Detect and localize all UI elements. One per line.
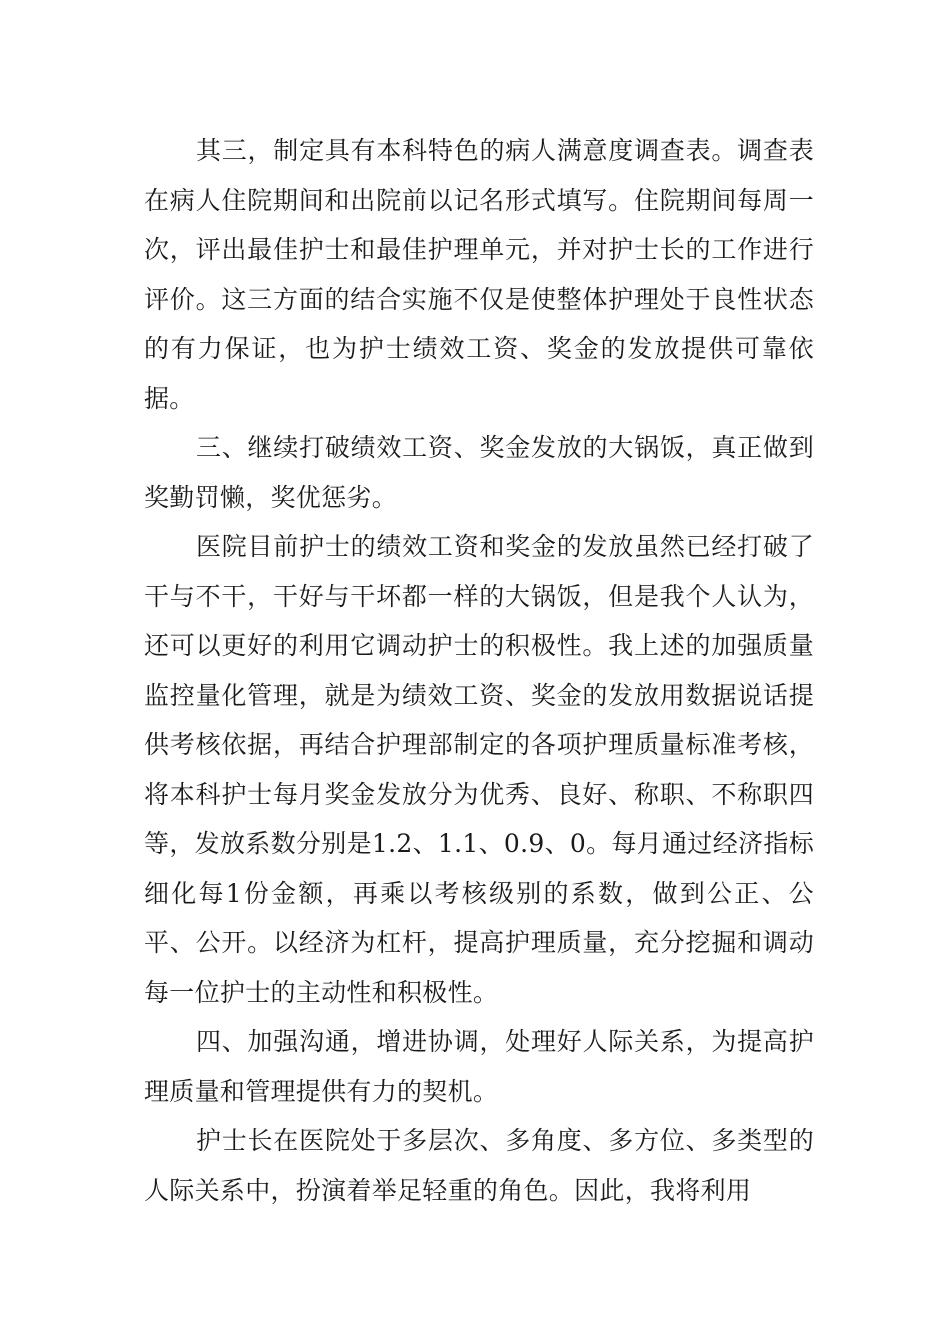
paragraph-heading-three: 三、继续打破绩效工资、奖金发放的大锅饭，真正做到奖勤罚懒，奖优惩劣。 [144, 433, 814, 512]
paragraph-interpersonal-relations: 护士长在医院处于多层次、多角度、多方位、多类型的人际关系中，扮演着举足轻重的角色。因此，我将利用 [144, 1126, 814, 1205]
paragraph-bonus-distribution: 医院目前护士的绩效工资和奖金的发放虽然已经打破了干与不干，干好与干坏都一样的大锅饭，但是我个人认为，还可以更好的利用它调动护士的积极性。我上述的加强质量监控量化管理，就是为绩效工资、奖金的发放用数据说话提供考核依据，再结合护理部制定的各项护理质量标准考核，将本科护士每月奖金发放分为优秀、良好、称职、不称职四等，发放系数分别是1.2、1.1、0.9、0。每月通过经济指标细化每1份金额，再乘以考核级别的系数，做到公正、公平、公开。以经济为杠杆，提高护理质量，充分挖掘和调动每一位护士的主动性和积极性。 [144, 532, 814, 1007]
paragraph-heading-four: 四、加强沟通，增进协调，处理好人际关系，为提高护理质量和管理提供有力的契机。 [144, 1027, 814, 1106]
document-body [144, 126, 814, 1215]
paragraph-satisfaction-survey: 其三，制定具有本科特色的病人满意度调查表。调查表在病人住院期间和出院前以记名形式填写。住院期间每周一次，评出最佳护士和最佳护理单元，并对护士长的工作进行评价。这三方面的结合实施不仅是使整体护理处于良性状态的有力保证，也为护士绩效工资、奖金的发放提供可靠依据。 [144, 136, 814, 413]
